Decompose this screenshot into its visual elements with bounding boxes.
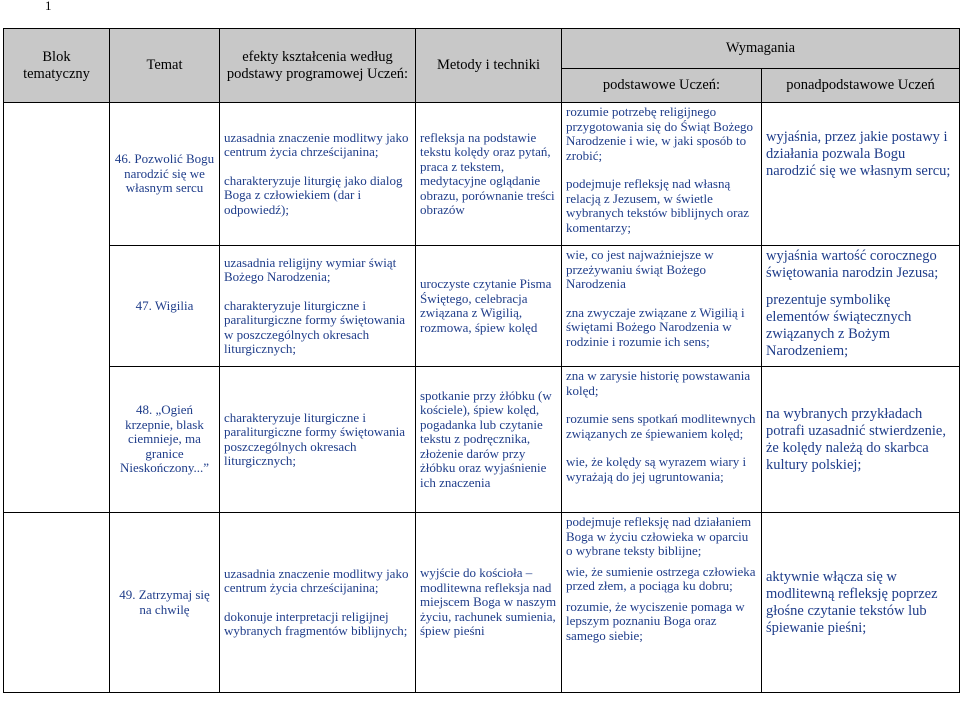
row-47-ponad: wyjaśnia wartość corocznego świętowania narodzin Jezusa; prezentuje symbolikę elementów świątecznych związanych z Bożym Narodzeniem; [762, 246, 960, 367]
row-48-podstawowe: zna w zarysie historię powstawania kolęd; rozumie sens spotkań modlitewnych związanych ze śpiewaniem kolęd; wie, że kolędy są wyrazem wiary i wyrażają do jej ugruntowania; [562, 367, 762, 513]
header-efekty: efekty kształcenia według podstawy programowej Uczeń: [220, 29, 416, 103]
blok-cell [4, 103, 110, 513]
row-48-ponad: na wybranych przykładach potrafi uzasadnić stwierdzenie, że kolędy należą do skarbca kultury polskiej; [762, 367, 960, 513]
row-46-efekty: uzasadnia znaczenie modlitwy jako centrum życia chrześcijanina; charakteryzuje liturgię jako dialog Boga z człowiekiem (dar i odpowiedź); [220, 103, 416, 246]
row-46-ponad: wyjaśnia, przez jakie postawy i działania pozwala Bogu narodzić się we własnym sercu; [762, 103, 960, 246]
row-46-temat: 46. Pozwolić Bogu narodzić się we własnym sercu [110, 103, 220, 246]
row-47-efekty: uzasadnia religijny wymiar świąt Bożego Narodzenia; charakteryzuje liturgiczne i paraliturgiczne formy świętowania w poszczególnych okresach liturgicznych; [220, 246, 416, 367]
header-podstawowe: podstawowe Uczeń: [562, 69, 762, 103]
row-48-metody: spotkanie przy żłóbku (w kościele), śpiew kolęd, pogadanka lub czytanie tekstu z podręcznika, złożenie darów przy żłóbku oraz wyjaśnienie ich znaczenia [416, 367, 562, 513]
row-49-podstawowe: podejmuje refleksję nad działaniem Boga w życiu człowieka w oparciu o wybrane teksty biblijne; wie, że sumienie ostrzega człowieka przed złem, a pociąga ku dobru; rozumie, że wyciszenie pomaga w lepszym poznaniu Boga oraz samego siebie; [562, 513, 762, 693]
header-wymagania: Wymagania [562, 29, 960, 69]
row-49-efekty: uzasadnia znaczenie modlitwy jako centrum życia chrześcijanina; dokonuje interpretacji religijnej wybranych fragmentów biblijnych; [220, 513, 416, 693]
blok-cell-2 [4, 513, 110, 693]
header-metody: Metody i techniki [416, 29, 562, 103]
header-temat: Temat [110, 29, 220, 103]
row-48-temat: 48. „Ogień krzepnie, blask ciemnieje, ma granice Nieskończony...” [110, 367, 220, 513]
row-49-metody: wyjście do kościoła – modlitewna refleksja nad miejscem Boga w naszym życiu, rachunek sumienia, śpiew pieśni [416, 513, 562, 693]
row-49-temat: 49. Zatrzymaj się na chwilę [110, 513, 220, 693]
curriculum-table [3, 28, 960, 693]
row-47-podstawowe: wie, co jest najważniejsze w przeżywaniu świąt Bożego Narodzenia zna zwyczaje związane z Wigilią i świętami Bożego Narodzenia w rodzinie i rozumie ich sens; [562, 246, 762, 367]
row-48-efekty: charakteryzuje liturgiczne i paraliturgiczne formy świętowania poszczególnych okresach liturgicznych; [220, 367, 416, 513]
row-46-podstawowe: rozumie potrzebę religijnego przygotowania się do Świąt Bożego Narodzenie i wie, w jaki sposób to zrobić; podejmuje refleksję nad własną relacją z Jezusem, w świetle wybranych tekstów biblijnych oraz komentarzy; [562, 103, 762, 246]
header-ponadpodstawowe: ponadpodstawowe Uczeń [762, 69, 960, 103]
row-47-temat: 47. Wigilia [110, 246, 220, 367]
header-blok: Blok tematyczny [4, 29, 110, 103]
row-46-metody: refleksja na podstawie tekstu kolędy oraz pytań, praca z tekstem, medytacyjne oglądanie obrazu, porównanie treści obrazów [416, 103, 562, 246]
row-49-ponad: aktywnie włącza się w modlitewną refleksję poprzez głośne czytanie tekstów lub śpiewanie pieśni; [762, 513, 960, 693]
row-47-metody: uroczyste czytanie Pisma Świętego, celebracja związana z Wigilią, rozmowa, śpiew kolęd [416, 246, 562, 367]
page-number: 1 [45, 0, 52, 13]
